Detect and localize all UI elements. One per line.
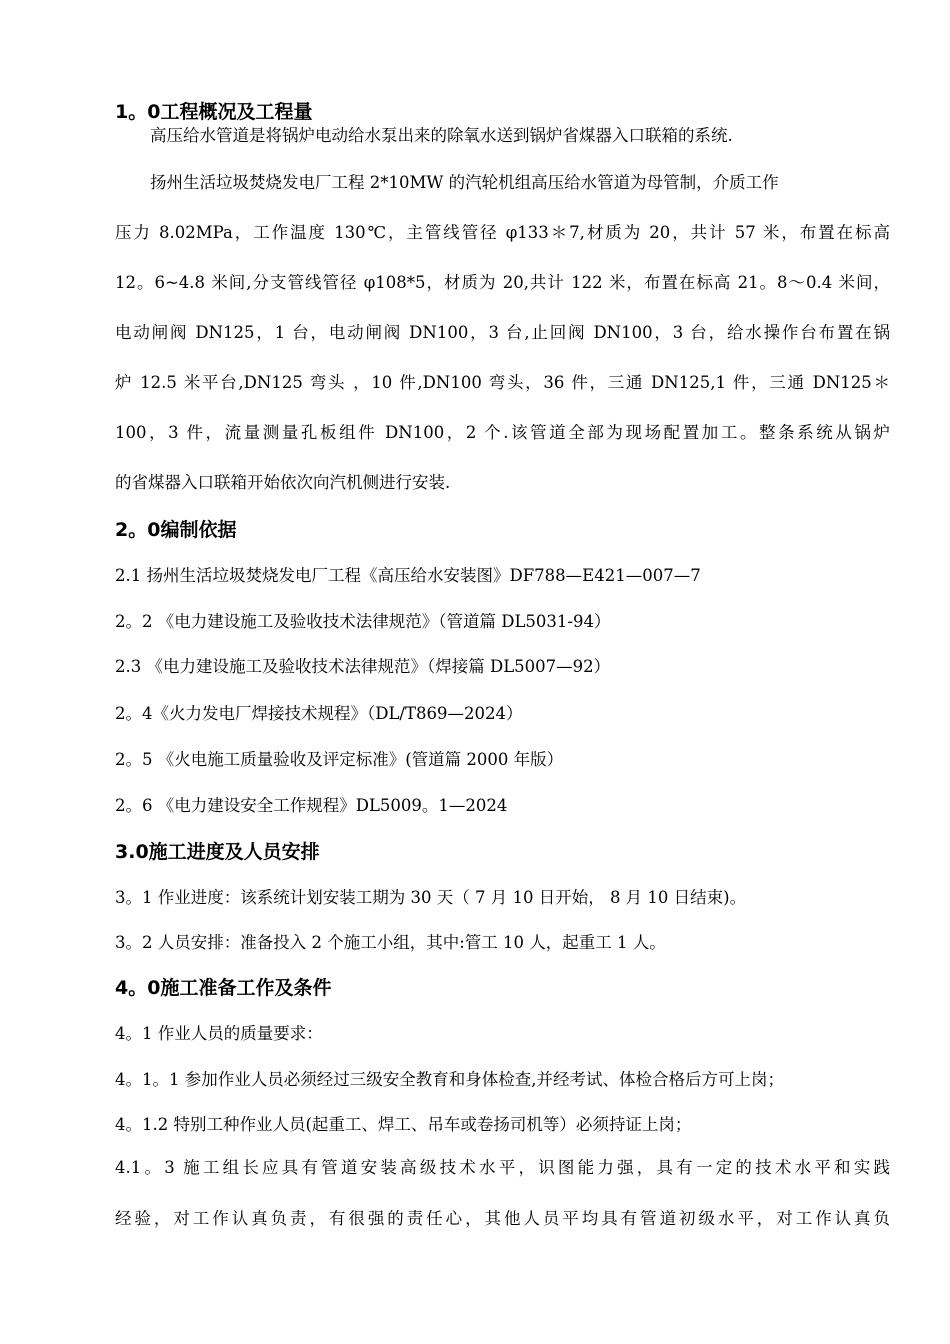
reference-item: 2。2 《电力建设施工及验收技术法律规范》（管道篇 DL5031-94） [115,612,611,631]
paragraph-line: 4。1.2 特别工种作业人员(起重工、焊工、吊车或卷扬司机等）必须持证上岗； [115,1115,692,1134]
paragraph-line: 4.1。3 施工组长应具有管道安装高级技术水平，识图能力强，具有一定的技术水平和实践 [115,1158,890,1177]
paragraph-line: 压力 8.02MPa，工作温度 130℃，主管线管径 φ133＊7,材质为 20，共计 57 米，布置在标高 [115,223,890,242]
paragraph-line: 100，3 件，流量测量孔板组件 DN100，2 个.该管道全部为现场配置加工。整条系统从锅炉 [115,423,890,442]
reference-item: 2。6 《电力建设安全工作规程》DL5009。1—2024 [115,796,508,815]
paragraph-line: 炉 12.5 米平台,DN125 弯头 ，10 件,DN100 弯头，36 件，三通 DN125,1 件，三通 DN125＊ [115,373,890,392]
paragraph-line: 电动闸阀 DN125，1 台，电动闸阀 DN100，3 台,止回阀 DN100，3 台，给水操作台布置在锅 [115,323,890,342]
paragraph-line: 扬州生活垃圾焚烧发电厂工程 2*10MW 的汽轮机组高压给水管道为母管制，介质工作 [150,173,779,192]
reference-item: 2.3 《电力建设施工及验收技术法律规范》（焊接篇 DL5007—92） [115,657,611,676]
paragraph-line: 3。1 作业进度：该系统计划安装工期为 30 天（ 7 月 10 日开始， 8 月 10 日结束)。 [115,888,747,907]
paragraph-line: 高压给水管道是将锅炉电动给水泵出来的除氧水送到锅炉省煤器入口联箱的系统. [150,126,733,145]
reference-item: 2.1 扬州生活垃圾焚烧发电厂工程《高压给水安装图》DF788—E421—007—7 [115,566,701,585]
paragraph-line: 的省煤器入口联箱开始依次向汽机侧进行安装. [115,473,451,492]
reference-item: 2。5 《火电施工质量验收及评定标准》(管道篇 2000 年版） [115,750,564,769]
section-heading: 3.0施工进度及人员安排 [115,841,320,863]
paragraph-line: 经验，对工作认真负责，有很强的责任心，其他人员平均具有管道初级水平，对工作认真负 [115,1209,890,1228]
paragraph-line: 4。1 作业人员的质量要求： [115,1024,323,1043]
section-heading: 1。0工程概况及工程量 [115,101,313,123]
reference-item: 2。4《火力发电厂焊接技术规程》（DL/T869—2024） [115,704,523,723]
paragraph-line: 4。1。1 参加作业人员必须经过三级安全教育和身体检查,并经考试、体检合格后方可上岗； [115,1070,784,1089]
paragraph-line: 12。6~4.8 米间,分支管线管径 φ108*5，材质为 20,共计 122 米，布置在标高 21。8～0.4 米间， [115,273,890,292]
section-heading: 2。0编制依据 [115,519,237,541]
paragraph-line: 3。2 人员安排：准备投入 2 个施工小组，其中:管工 10 人，起重工 1 人。 [115,933,666,952]
section-heading: 4。0施工准备工作及条件 [115,977,332,999]
